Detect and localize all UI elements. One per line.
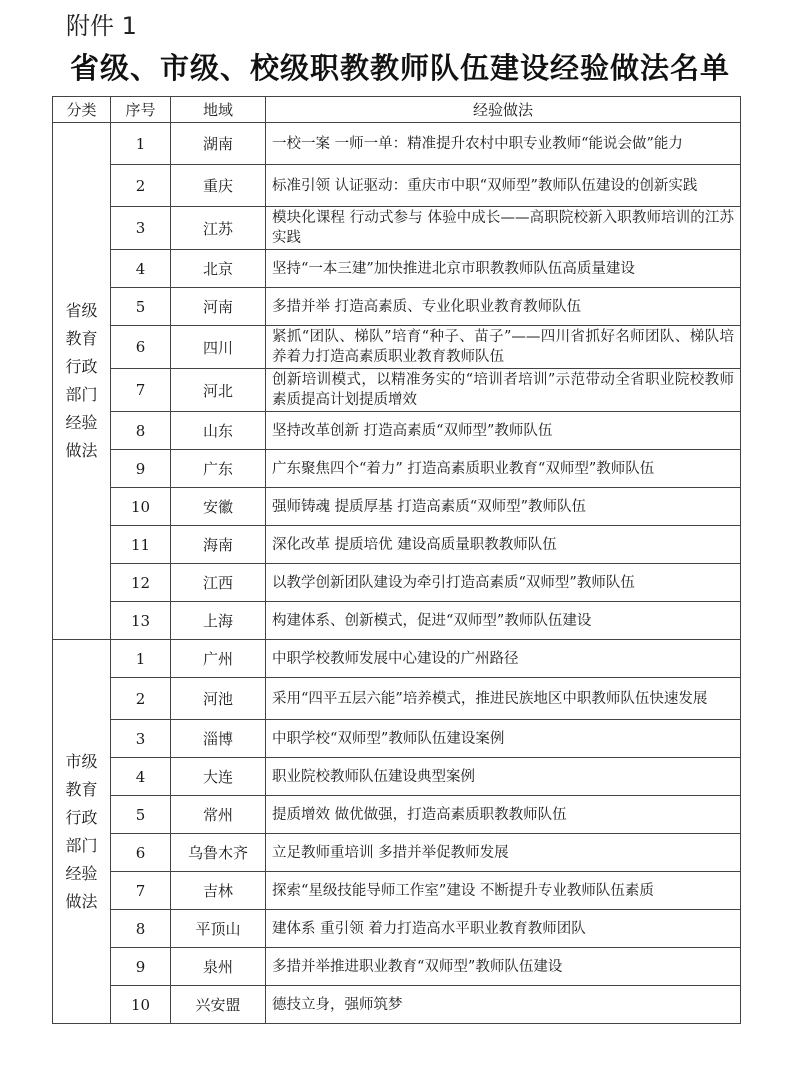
region-cell: 泉州 [171,948,266,986]
practice-cell: 多措并举 打造高素质、专业化职业教育教师队伍 [266,288,741,326]
column-header-category: 分类 [53,97,111,123]
table-row [53,872,741,910]
practice-cell: 提质增效 做优做强，打造高素质职教教师队伍 [266,796,741,834]
region-cell: 河北 [171,369,266,412]
table-row [53,948,741,986]
practice-cell: 多措并举推进职业教育“双师型”教师队伍建设 [266,948,741,986]
document-title: 省级、市级、校级职教教师队伍建设经验做法名单 [69,51,730,85]
table-row [53,678,741,720]
number-cell: 10 [111,986,171,1024]
number-cell: 5 [111,796,171,834]
region-cell: 山东 [171,412,266,450]
region-cell: 兴安盟 [171,986,266,1024]
practice-cell: 坚持“一本三建”加快推进北京市职教教师队伍高质量建设 [266,250,741,288]
number-cell: 4 [111,250,171,288]
table-row [53,369,741,412]
practice-cell: 建体系 重引领 着力打造高水平职业教育教师团队 [266,910,741,948]
practice-cell: 探索“星级技能导师工作室”建设 不断提升专业教师队伍素质 [266,872,741,910]
practice-cell: 职业院校教师队伍建设典型案例 [266,758,741,796]
practice-cell: 以教学创新团队建设为牵引打造高素质“双师型”教师队伍 [266,564,741,602]
practice-cell: 标准引领 认证驱动：重庆市中职“双师型”教师队伍建设的创新实践 [266,165,741,207]
number-cell: 8 [111,910,171,948]
practice-cell: 坚持改革创新 打造高素质“双师型”教师队伍 [266,412,741,450]
practice-cell: 紧抓“团队、梯队”培育“种子、苗子”——四川省抓好名师团队、梯队培养着力打造高素质职业教育教师队伍 [266,326,741,369]
region-cell: 常州 [171,796,266,834]
region-cell: 安徽 [171,488,266,526]
table-row [53,288,741,326]
table-row [53,564,741,602]
table-row [53,488,741,526]
table-row [53,720,741,758]
table-row [53,207,741,250]
region-cell: 广州 [171,640,266,678]
practice-cell: 广东聚焦四个“着力” 打造高素质职业教育“双师型”教师队伍 [266,450,741,488]
number-cell: 11 [111,526,171,564]
practice-cell: 中职学校教师发展中心建设的广州路径 [266,640,741,678]
table-row [53,758,741,796]
table-row [53,526,741,564]
table-row [53,834,741,872]
table-row [53,165,741,207]
table-row [53,602,741,640]
region-cell: 河南 [171,288,266,326]
region-cell: 海南 [171,526,266,564]
practice-cell: 强师铸魂 提质厚基 打造高素质“双师型”教师队伍 [266,488,741,526]
number-cell: 13 [111,602,171,640]
region-cell: 江苏 [171,207,266,250]
table-row [53,450,741,488]
region-cell: 淄博 [171,720,266,758]
experience-table [52,96,741,1024]
category-cell: 市级 教育 行政 部门 经验 做法 [53,640,111,1024]
number-cell: 1 [111,640,171,678]
number-cell: 9 [111,948,171,986]
practice-cell: 构建体系、创新模式，促进“双师型”教师队伍建设 [266,602,741,640]
attachment-label: 附件 1 [66,12,137,40]
category-cell: 省级 教育 行政 部门 经验 做法 [53,123,111,640]
region-cell: 大连 [171,758,266,796]
table-row [53,796,741,834]
number-cell: 1 [111,123,171,165]
number-cell: 9 [111,450,171,488]
number-cell: 3 [111,207,171,250]
table-header-row [53,97,741,123]
practice-cell: 深化改革 提质培优 建设高质量职教教师队伍 [266,526,741,564]
column-header-number: 序号 [111,97,171,123]
region-cell: 重庆 [171,165,266,207]
table-row [53,910,741,948]
practice-cell: 创新培训模式，以精准务实的“培训者培训”示范带动全省职业院校教师素质提高计划提质增效 [266,369,741,412]
region-cell: 湖南 [171,123,266,165]
region-cell: 广东 [171,450,266,488]
number-cell: 2 [111,165,171,207]
region-cell: 河池 [171,678,266,720]
column-header-practice: 经验做法 [266,97,741,123]
number-cell: 12 [111,564,171,602]
number-cell: 6 [111,834,171,872]
number-cell: 8 [111,412,171,450]
number-cell: 2 [111,678,171,720]
region-cell: 北京 [171,250,266,288]
number-cell: 4 [111,758,171,796]
practice-cell: 中职学校“双师型”教师队伍建设案例 [266,720,741,758]
table-row [53,640,741,678]
table-row [53,123,741,165]
number-cell: 6 [111,326,171,369]
region-cell: 乌鲁木齐 [171,834,266,872]
practice-cell: 采用“四平五层六能”培养模式，推进民族地区中职教师队伍快速发展 [266,678,741,720]
number-cell: 10 [111,488,171,526]
region-cell: 四川 [171,326,266,369]
table-row [53,250,741,288]
practice-cell: 立足教师重培训 多措并举促教师发展 [266,834,741,872]
table-row [53,326,741,369]
region-cell: 上海 [171,602,266,640]
number-cell: 3 [111,720,171,758]
table-row [53,412,741,450]
number-cell: 7 [111,369,171,412]
column-header-region: 地域 [171,97,266,123]
practice-cell: 模块化课程 行动式参与 体验中成长——高职院校新入职教师培训的江苏实践 [266,207,741,250]
table-row [53,986,741,1024]
region-cell: 平顶山 [171,910,266,948]
region-cell: 江西 [171,564,266,602]
practice-cell: 德技立身，强师筑梦 [266,986,741,1024]
number-cell: 5 [111,288,171,326]
practice-cell: 一校一案 一师一单：精准提升农村中职专业教师“能说会做”能力 [266,123,741,165]
number-cell: 7 [111,872,171,910]
region-cell: 吉林 [171,872,266,910]
